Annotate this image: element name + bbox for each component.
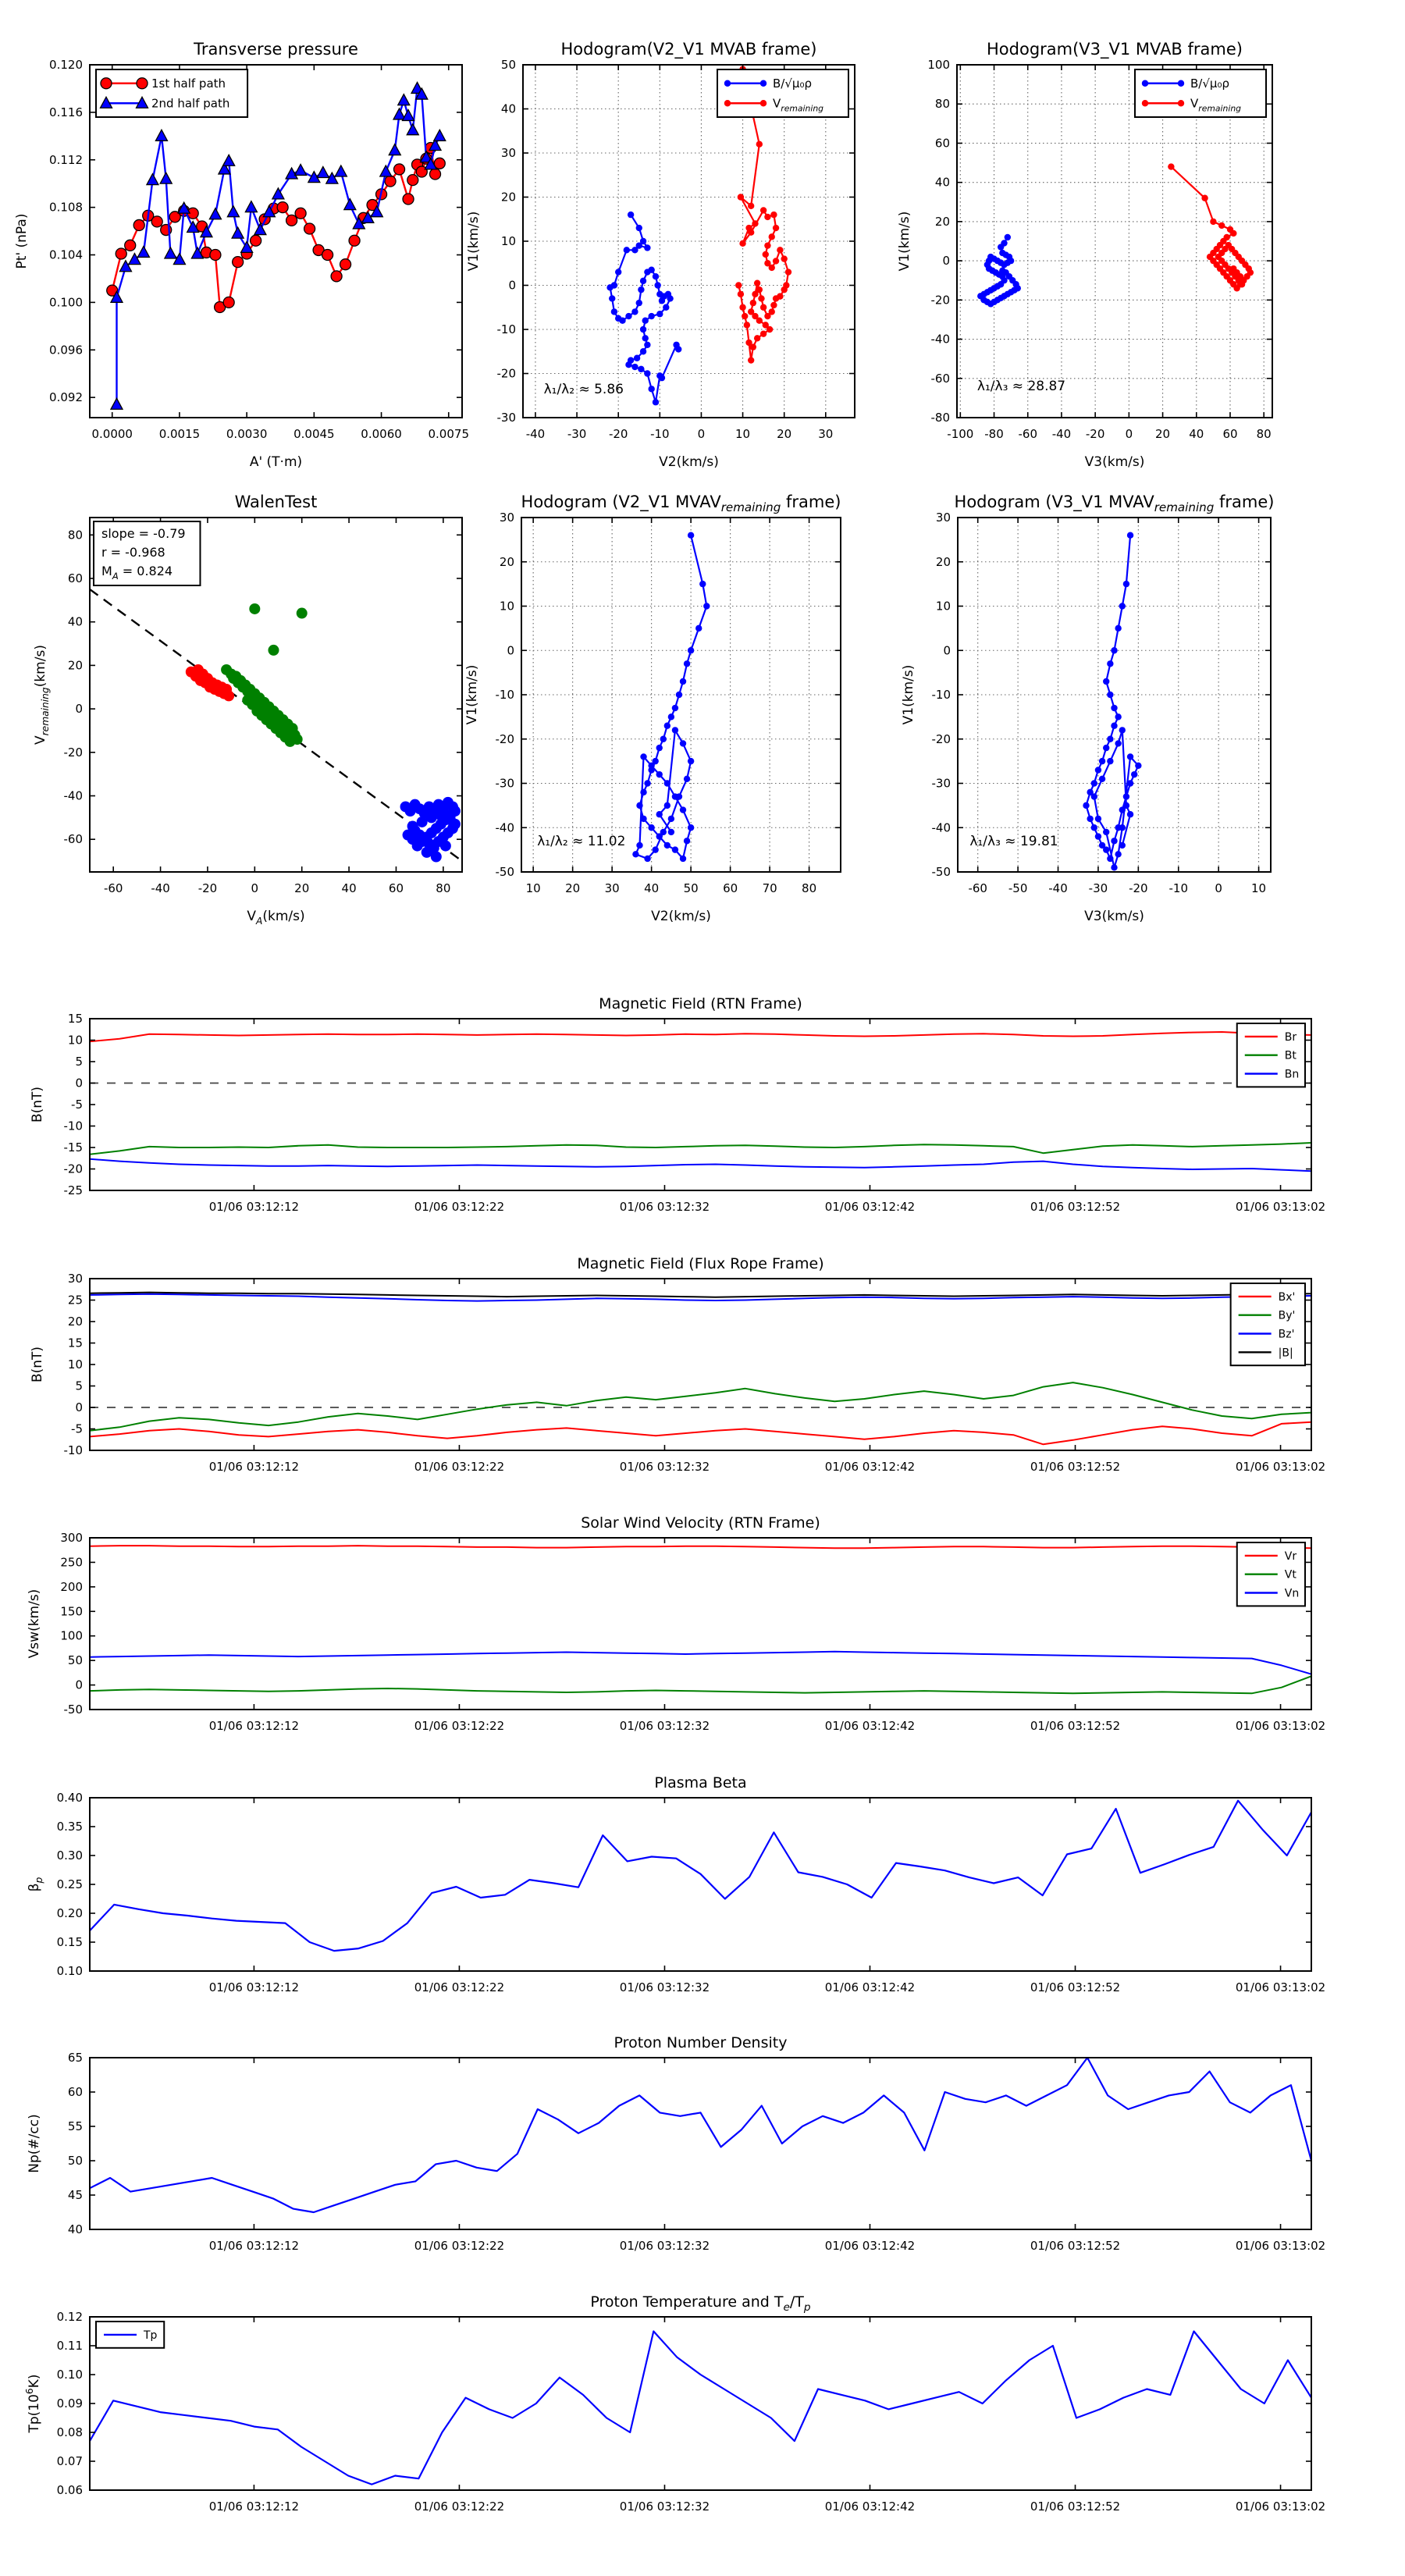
svg-text:Transverse pressure: Transverse pressure [194,40,358,59]
svg-text:0: 0 [75,1400,83,1414]
svg-text:-20: -20 [496,366,516,381]
svg-text:0: 0 [1125,427,1133,441]
svg-text:Vr: Vr [1284,1550,1297,1563]
svg-text:0.35: 0.35 [56,1820,83,1834]
chart-hodogram-v2v1-mvav [464,493,841,924]
svg-text:01/06 03:12:42: 01/06 03:12:42 [824,2239,916,2253]
svg-text:-80: -80 [930,411,950,425]
svg-text:0.116: 0.116 [49,105,83,119]
svg-text:Hodogram (V2_V1 MVAVremaining: Hodogram (V2_V1 $MVAV_{remaining}$ frame) [521,493,841,514]
svg-text:5: 5 [75,1055,83,1069]
svg-text:60: 60 [388,881,404,895]
svg-text:Br: Br [1284,1030,1297,1044]
svg-text:Bn: Bn [1284,1068,1300,1081]
svg-text:0.096: 0.096 [49,343,83,358]
svg-text:20: 20 [935,554,951,569]
svg-text:80: 80 [934,97,950,112]
svg-text:01/06 03:12:22: 01/06 03:12:22 [414,2500,505,2514]
svg-text:-30: -30 [567,427,587,441]
svg-text:2nd half path: 2nd half path [151,96,230,111]
svg-text:0.0030: 0.0030 [226,427,268,441]
svg-text:0.0075: 0.0075 [428,427,470,441]
svg-text:-40: -40 [1051,427,1072,441]
svg-text:50: 50 [683,881,699,895]
svg-text:65: 65 [67,2051,83,2065]
svg-text:20: 20 [67,1315,83,1329]
svg-text:0.25: 0.25 [56,1877,83,1891]
chart-b-rtn [30,995,1325,1214]
svg-text:Bx': Bx' [1278,1290,1296,1304]
svg-text:20: 20 [294,881,310,895]
svg-text:Magnetic Field (Flux Rope Fram: Magnetic Field (Flux Rope Frame) [577,1255,824,1272]
svg-text:Plasma Beta: Plasma Beta [654,1774,747,1791]
chart-plasma-beta [27,1774,1325,1994]
svg-text:0.12: 0.12 [56,2310,83,2324]
svg-text:80: 80 [436,881,451,895]
svg-text:-50: -50 [63,1703,83,1717]
svg-text:01/06 03:12:12: 01/06 03:12:12 [208,1460,300,1474]
svg-text:50: 50 [500,58,516,72]
svg-text:-50: -50 [1008,881,1028,895]
svg-text:01/06 03:12:32: 01/06 03:12:32 [619,1460,710,1474]
svg-text:r = -0.968: r = -0.968 [101,545,165,560]
chart-hodogram-v2v1-mvab [466,40,855,470]
svg-text:-50: -50 [931,865,951,879]
svg-text:0: 0 [1215,881,1222,895]
svg-text:250: 250 [60,1555,83,1570]
svg-text:0.10: 0.10 [56,2368,83,2382]
svg-text:0: 0 [508,278,516,293]
svg-text:-10: -10 [931,688,951,702]
svg-text:-40: -40 [930,332,950,347]
chart-proton-temp [24,2293,1325,2514]
svg-text:Hodogram(V3_V1 MVAB frame): Hodogram(V3_V1 MVAB frame) [987,40,1243,59]
svg-text:-20: -20 [63,745,83,760]
svg-text:01/06 03:12:12: 01/06 03:12:12 [208,2239,300,2253]
chart-vsw-rtn [27,1514,1325,1733]
svg-text:01/06 03:12:22: 01/06 03:12:22 [414,2239,505,2253]
svg-text:40: 40 [1189,427,1204,441]
chart-transverse-pressure [14,40,469,470]
svg-text:Hodogram (V3_V1 MVAVremaining: Hodogram (V3_V1 $MVAV_{remaining}$ frame) [954,493,1275,514]
svg-text:-30: -30 [931,776,951,791]
svg-text:-60: -60 [930,371,950,386]
svg-text:-40: -40 [931,820,951,835]
svg-text:01/06 03:12:22: 01/06 03:12:22 [414,1200,505,1214]
svg-text:Hodogram(V2_V1 MVAB frame): Hodogram(V2_V1 MVAB frame) [560,40,817,59]
svg-text:B/√μ₀ρ: B/√μ₀ρ [1190,76,1229,91]
svg-text:λ₁/λ₃ ≈ 28.87: λ₁/λ₃ ≈ 28.87 [976,378,1066,394]
svg-text:01/06 03:12:12: 01/06 03:12:12 [208,1200,300,1214]
svg-text:01/06 03:12:52: 01/06 03:12:52 [1030,1200,1121,1214]
svg-text:-30: -30 [1088,881,1108,895]
svg-text:40: 40 [934,175,950,190]
svg-text:0.104: 0.104 [49,247,83,262]
svg-text:-30: -30 [495,776,514,791]
svg-text:-100: -100 [947,427,974,441]
svg-text:-25: -25 [63,1183,83,1197]
svg-text:30: 30 [935,511,951,525]
svg-text:-60: -60 [103,881,123,895]
svg-text:01/06 03:13:02: 01/06 03:13:02 [1235,2239,1326,2253]
svg-text:-30: -30 [496,411,516,425]
svg-text:-20: -20 [931,731,951,746]
svg-text:01/06 03:12:52: 01/06 03:12:52 [1030,2239,1121,2253]
svg-text:λ₁/λ₂ ≈ 11.02: λ₁/λ₂ ≈ 11.02 [537,833,626,849]
svg-text:0.30: 0.30 [56,1848,83,1863]
svg-text:01/06 03:12:42: 01/06 03:12:42 [824,1980,916,1994]
svg-text:0.112: 0.112 [49,152,83,167]
svg-text:100: 100 [927,58,950,72]
svg-text:-60: -60 [63,832,83,847]
svg-text:50: 50 [67,2154,83,2168]
svg-text:01/06 03:12:52: 01/06 03:12:52 [1030,2500,1121,2514]
svg-text:-40: -40 [525,427,546,441]
svg-text:B(nT): B(nT) [30,1346,45,1383]
svg-text:Vt: Vt [1284,1568,1297,1582]
svg-text:0: 0 [251,881,259,895]
svg-text:-10: -10 [63,1443,83,1457]
svg-text:Magnetic Field (RTN Frame): Magnetic Field (RTN Frame) [599,995,802,1012]
svg-text:V3(km/s): V3(km/s) [1084,454,1145,470]
svg-text:0.15: 0.15 [56,1935,83,1949]
svg-text:λ₁/λ₃ ≈ 19.81: λ₁/λ₃ ≈ 19.81 [969,833,1058,849]
svg-text:01/06 03:12:52: 01/06 03:12:52 [1030,1719,1121,1733]
svg-text:Bt: Bt [1284,1049,1297,1062]
svg-text:10: 10 [67,1357,83,1372]
svg-text:0.10: 0.10 [56,1964,83,1978]
svg-text:Solar Wind Velocity (RTN Frame: Solar Wind Velocity (RTN Frame) [581,1514,820,1532]
svg-text:01/06 03:12:12: 01/06 03:12:12 [208,1980,300,1994]
svg-text:0.11: 0.11 [56,2339,83,2353]
svg-text:MA = 0.824: $M_A = 0.824$ [101,564,173,582]
svg-text:V3(km/s): V3(km/s) [1084,909,1144,924]
svg-text:0: 0 [75,702,83,717]
svg-text:-60: -60 [968,881,987,895]
svg-text:-40: -40 [1048,881,1068,895]
svg-text:40: 40 [341,881,357,895]
svg-text:10: 10 [525,881,541,895]
svg-text:-5: -5 [71,1098,83,1112]
svg-text:By': By' [1278,1309,1296,1322]
svg-text:WalenTest: WalenTest [234,493,318,511]
svg-text:60: 60 [1222,427,1238,441]
svg-text:V2(km/s): V2(km/s) [651,909,711,924]
svg-text:0: 0 [942,254,950,269]
svg-text:20: 20 [499,554,514,569]
svg-text:-20: -20 [495,731,514,746]
svg-text:01/06 03:13:02: 01/06 03:13:02 [1235,1719,1326,1733]
svg-text:200: 200 [60,1579,83,1594]
svg-text:60: 60 [67,571,83,585]
svg-text:80: 80 [1256,427,1272,441]
svg-text:10: 10 [735,427,751,441]
chart-hodogram-v3v1-mvav [901,493,1274,924]
svg-text:30: 30 [67,1272,83,1286]
svg-text:01/06 03:12:42: 01/06 03:12:42 [824,1200,916,1214]
svg-text:|B|: |B| [1278,1347,1293,1360]
svg-text:30: 30 [500,146,516,160]
svg-text:slope = -0.79: slope = -0.79 [101,526,186,541]
svg-text:Vremaining: $V_{remaining}$ [773,96,824,114]
svg-text:80: 80 [802,881,817,895]
svg-text:-40: -40 [63,788,83,803]
svg-text:01/06 03:12:52: 01/06 03:12:52 [1030,1460,1121,1474]
svg-text:βp: $\beta_p$ [27,1877,44,1892]
svg-text:01/06 03:13:02: 01/06 03:13:02 [1235,1980,1326,1994]
svg-text:V2(km/s): V2(km/s) [659,454,719,470]
svg-text:0.20: 0.20 [56,1906,83,1920]
svg-text:V1(km/s): V1(km/s) [466,211,482,272]
svg-text:20: 20 [565,881,581,895]
chart-walen-test [33,493,462,927]
svg-text:Bz': Bz' [1278,1328,1295,1341]
svg-text:0.08: 0.08 [56,2425,83,2439]
svg-text:-15: -15 [63,1140,83,1155]
svg-text:-60: -60 [1018,427,1037,441]
svg-text:0.0000: 0.0000 [91,427,133,441]
svg-text:01/06 03:12:42: 01/06 03:12:42 [824,1719,916,1733]
svg-text:20: 20 [934,214,950,229]
svg-text:80: 80 [67,528,83,543]
svg-text:20: 20 [777,427,792,441]
svg-text:-10: -10 [63,1119,83,1133]
svg-text:40: 40 [67,2222,83,2236]
svg-text:B/√μ₀ρ: B/√μ₀ρ [773,76,812,91]
svg-text:0.40: 0.40 [56,1791,83,1805]
svg-text:01/06 03:12:22: 01/06 03:12:22 [414,1980,505,1994]
svg-text:40: 40 [67,614,83,629]
svg-text:50: 50 [67,1653,83,1668]
svg-text:15: 15 [67,1336,83,1350]
svg-text:Vn: Vn [1284,1587,1300,1600]
chart-proton-density [27,2034,1325,2253]
svg-text:λ₁/λ₂ ≈ 5.86: λ₁/λ₂ ≈ 5.86 [543,381,624,397]
svg-text:0.0060: 0.0060 [361,427,402,441]
svg-text:B(nT): B(nT) [30,1086,45,1123]
svg-text:60: 60 [67,2085,83,2099]
svg-text:01/06 03:12:22: 01/06 03:12:22 [414,1460,505,1474]
svg-text:01/06 03:12:32: 01/06 03:12:32 [619,2239,710,2253]
svg-text:-20: -20 [63,1162,83,1176]
svg-text:0.100: 0.100 [49,295,83,310]
svg-text:40: 40 [644,881,660,895]
svg-text:01/06 03:13:02: 01/06 03:13:02 [1235,1460,1326,1474]
svg-text:V1(km/s): V1(km/s) [897,211,912,272]
svg-text:15: 15 [67,1012,83,1026]
svg-text:150: 150 [60,1604,83,1619]
svg-text:-10: -10 [495,688,514,702]
svg-text:70: 70 [762,881,777,895]
svg-text:-5: -5 [71,1421,83,1436]
svg-text:01/06 03:12:22: 01/06 03:12:22 [414,1719,505,1733]
svg-text:-40: -40 [151,881,170,895]
svg-text:01/06 03:12:42: 01/06 03:12:42 [824,1460,916,1474]
svg-text:01/06 03:12:12: 01/06 03:12:12 [208,2500,300,2514]
svg-text:0: 0 [75,1678,83,1692]
svg-text:Proton Temperature and Te/Tp: Proton Temperature and $T_e/T_p$ [590,2293,811,2314]
svg-text:01/06 03:13:02: 01/06 03:13:02 [1235,2500,1326,2514]
svg-text:01/06 03:12:32: 01/06 03:12:32 [619,1200,710,1214]
svg-text:-20: -20 [1129,881,1148,895]
svg-text:01/06 03:12:32: 01/06 03:12:32 [619,1719,710,1733]
svg-text:Np(#/cc): Np(#/cc) [27,2114,42,2173]
svg-text:20: 20 [500,190,516,205]
svg-text:01/06 03:13:02: 01/06 03:13:02 [1235,1200,1326,1214]
svg-text:0.09: 0.09 [56,2396,83,2411]
svg-text:Proton Number Density: Proton Number Density [614,2034,788,2051]
svg-text:30: 30 [818,427,834,441]
svg-text:Vremaining(km/s): $V_{remaining}(km/s)$ [33,645,51,745]
svg-text:Vsw(km/s): Vsw(km/s) [27,1589,42,1659]
svg-text:30: 30 [604,881,620,895]
svg-text:0: 0 [943,643,951,658]
svg-text:60: 60 [934,136,950,151]
svg-text:Pt' (nPa): Pt' (nPa) [14,213,30,269]
svg-text:-20: -20 [197,881,218,895]
svg-text:0.108: 0.108 [49,200,83,215]
svg-text:-20: -20 [930,293,950,308]
svg-text:60: 60 [723,881,738,895]
svg-text:V1(km/s): V1(km/s) [464,664,480,725]
svg-text:VA(km/s): $V_A(km/s)$ [247,909,305,927]
svg-text:30: 30 [499,511,514,525]
svg-text:1st half path: 1st half path [151,76,226,91]
svg-text:0.092: 0.092 [49,390,83,405]
svg-text:Tp: Tp [144,2329,158,2342]
svg-text:45: 45 [67,2188,83,2202]
svg-text:25: 25 [67,1293,83,1308]
svg-text:Vremaining: $V_{remaining}$ [1190,96,1242,114]
svg-text:-10: -10 [650,427,670,441]
svg-text:10: 10 [935,599,951,614]
svg-text:10: 10 [500,234,516,248]
svg-text:0.120: 0.120 [49,58,83,72]
svg-text:Tp(106K): $Tp(10^6K)$ [24,2374,42,2433]
svg-text:10: 10 [67,1033,83,1048]
svg-text:01/06 03:12:52: 01/06 03:12:52 [1030,1980,1121,1994]
svg-text:-10: -10 [496,322,516,336]
svg-text:-20: -20 [608,427,628,441]
svg-text:0.07: 0.07 [56,2454,83,2468]
svg-text:5: 5 [75,1379,83,1393]
svg-text:10: 10 [1251,881,1267,895]
svg-text:01/06 03:12:32: 01/06 03:12:32 [619,2500,710,2514]
svg-text:0.06: 0.06 [56,2483,83,2497]
svg-text:-80: -80 [984,427,1004,441]
svg-text:-20: -20 [1085,427,1105,441]
svg-text:0: 0 [507,643,514,658]
svg-text:0.0045: 0.0045 [293,427,335,441]
svg-text:0.0015: 0.0015 [158,427,201,441]
svg-text:20: 20 [1155,427,1171,441]
svg-text:01/06 03:12:32: 01/06 03:12:32 [619,1980,710,1994]
svg-text:10: 10 [499,599,514,614]
svg-text:100: 100 [60,1628,83,1643]
svg-text:A' (T·m): A' (T·m) [249,454,303,470]
svg-text:V1(km/s): V1(km/s) [901,664,916,725]
svg-text:20: 20 [67,658,83,673]
svg-text:01/06 03:12:12: 01/06 03:12:12 [208,1719,300,1733]
svg-text:0: 0 [75,1076,83,1091]
svg-text:-40: -40 [495,820,514,835]
svg-text:55: 55 [67,2119,83,2133]
svg-text:-50: -50 [495,865,514,879]
svg-text:01/06 03:12:42: 01/06 03:12:42 [824,2500,916,2514]
chart-hodogram-v3v1-mvab [897,40,1272,470]
svg-text:0: 0 [697,427,706,441]
svg-text:40: 40 [500,101,516,116]
chart-b-fluxrope [30,1255,1325,1474]
svg-text:300: 300 [60,1531,83,1545]
svg-text:-10: -10 [1168,881,1189,895]
